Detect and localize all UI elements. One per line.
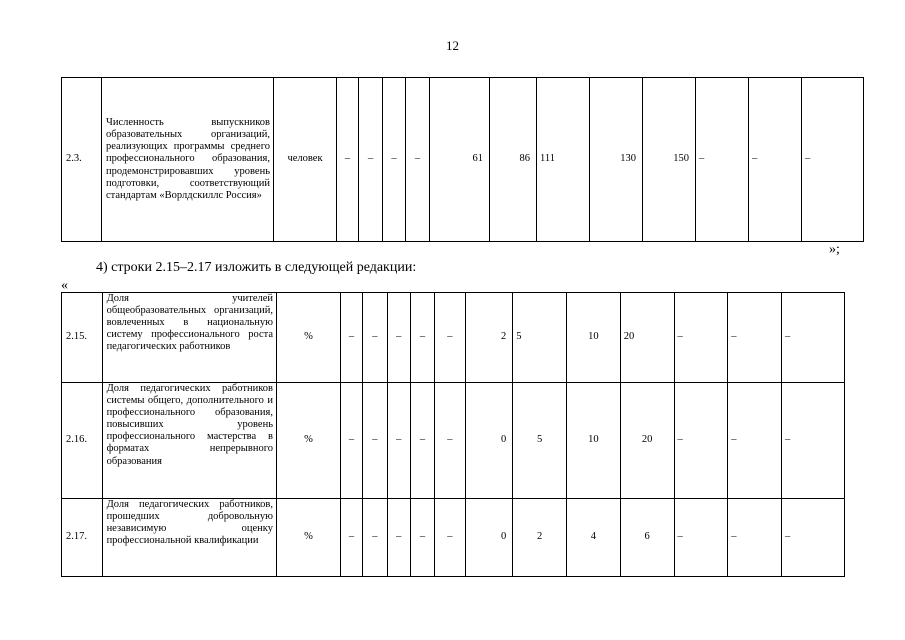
value-cell: –: [363, 383, 387, 499]
value-cell: 6: [620, 499, 674, 577]
row-number: 2.16.: [62, 383, 103, 499]
value-cell: –: [410, 499, 434, 577]
value-cell: –: [340, 499, 362, 577]
page-number: 12: [446, 38, 459, 53]
value-cell: 10: [567, 383, 621, 499]
value-cell: –: [387, 293, 410, 383]
value-cell: 4: [567, 499, 621, 577]
indicator-name: Доля педагогических работников системы общего, дополнительного и профессионального образования, повысивших уровень профессионального мастерства в форматах непрерывного образования: [102, 383, 276, 499]
value-cell: –: [728, 383, 782, 499]
table-row: [62, 78, 864, 242]
value-cell: –: [387, 499, 410, 577]
value-cell: 20: [620, 383, 674, 499]
value-cell: –: [674, 383, 728, 499]
unit-cell: человек: [274, 78, 337, 242]
table-row: [62, 383, 845, 499]
value-cell: 0: [465, 499, 513, 577]
value-cell: –: [383, 78, 406, 242]
value-cell: 5: [513, 293, 567, 383]
value-cell: 20: [620, 293, 674, 383]
value-cell: –: [728, 293, 782, 383]
table-row: [62, 293, 845, 383]
value-cell: –: [674, 293, 728, 383]
value-cell: 5: [513, 383, 567, 499]
value-cell: 150: [643, 78, 696, 242]
value-cell: –: [435, 499, 465, 577]
indicator-name: Доля педагогических работников, прошедших добровольную независимую оценку профессиональной квалификации: [102, 499, 276, 577]
value-cell: –: [410, 383, 434, 499]
value-cell: –: [728, 499, 782, 577]
value-cell: 86: [490, 78, 537, 242]
opening-quote: «: [61, 278, 68, 293]
row-number: 2.17.: [62, 499, 103, 577]
value-cell: 0: [465, 383, 513, 499]
value-cell: –: [782, 499, 845, 577]
value-cell: –: [782, 293, 845, 383]
row-number: 2.3.: [62, 78, 102, 242]
value-cell: 130: [590, 78, 643, 242]
value-cell: –: [410, 293, 434, 383]
value-cell: –: [674, 499, 728, 577]
value-cell: –: [363, 499, 387, 577]
value-cell: –: [340, 293, 362, 383]
value-cell: –: [340, 383, 362, 499]
value-cell: 111: [537, 78, 590, 242]
value-cell: –: [387, 383, 410, 499]
unit-cell: %: [277, 383, 341, 499]
indicators-table-bottom: [61, 292, 845, 577]
value-cell: 2: [513, 499, 567, 577]
value-cell: –: [435, 293, 465, 383]
indicator-name: Численность выпускников образовательных организаций, реализующих программы среднего профессионального образования, продемонстрировавших уровень подготовки, соответствующий стандартам «Ворлдскиллс Россия»: [102, 78, 274, 242]
value-cell: –: [782, 383, 845, 499]
value-cell: –: [363, 293, 387, 383]
value-cell: –: [337, 78, 359, 242]
unit-cell: %: [277, 499, 341, 577]
value-cell: –: [435, 383, 465, 499]
value-cell: 61: [430, 78, 490, 242]
indicator-name: Доля учителей общеобразовательных организаций, вовлеченных в национальную систему профессионального роста педагогических работников: [102, 293, 276, 383]
value-cell: 10: [567, 293, 621, 383]
value-cell: –: [696, 78, 749, 242]
table-row: [62, 499, 845, 577]
unit-cell: %: [277, 293, 341, 383]
amendment-paragraph: 4) строки 2.15–2.17 изложить в следующей редакции:: [96, 260, 417, 275]
closing-quote: »;: [829, 242, 840, 257]
row-number: 2.15.: [62, 293, 103, 383]
value-cell: 2: [465, 293, 513, 383]
value-cell: –: [749, 78, 802, 242]
value-cell: –: [802, 78, 864, 242]
value-cell: –: [359, 78, 383, 242]
value-cell: –: [406, 78, 430, 242]
indicators-table-top: [61, 77, 864, 242]
